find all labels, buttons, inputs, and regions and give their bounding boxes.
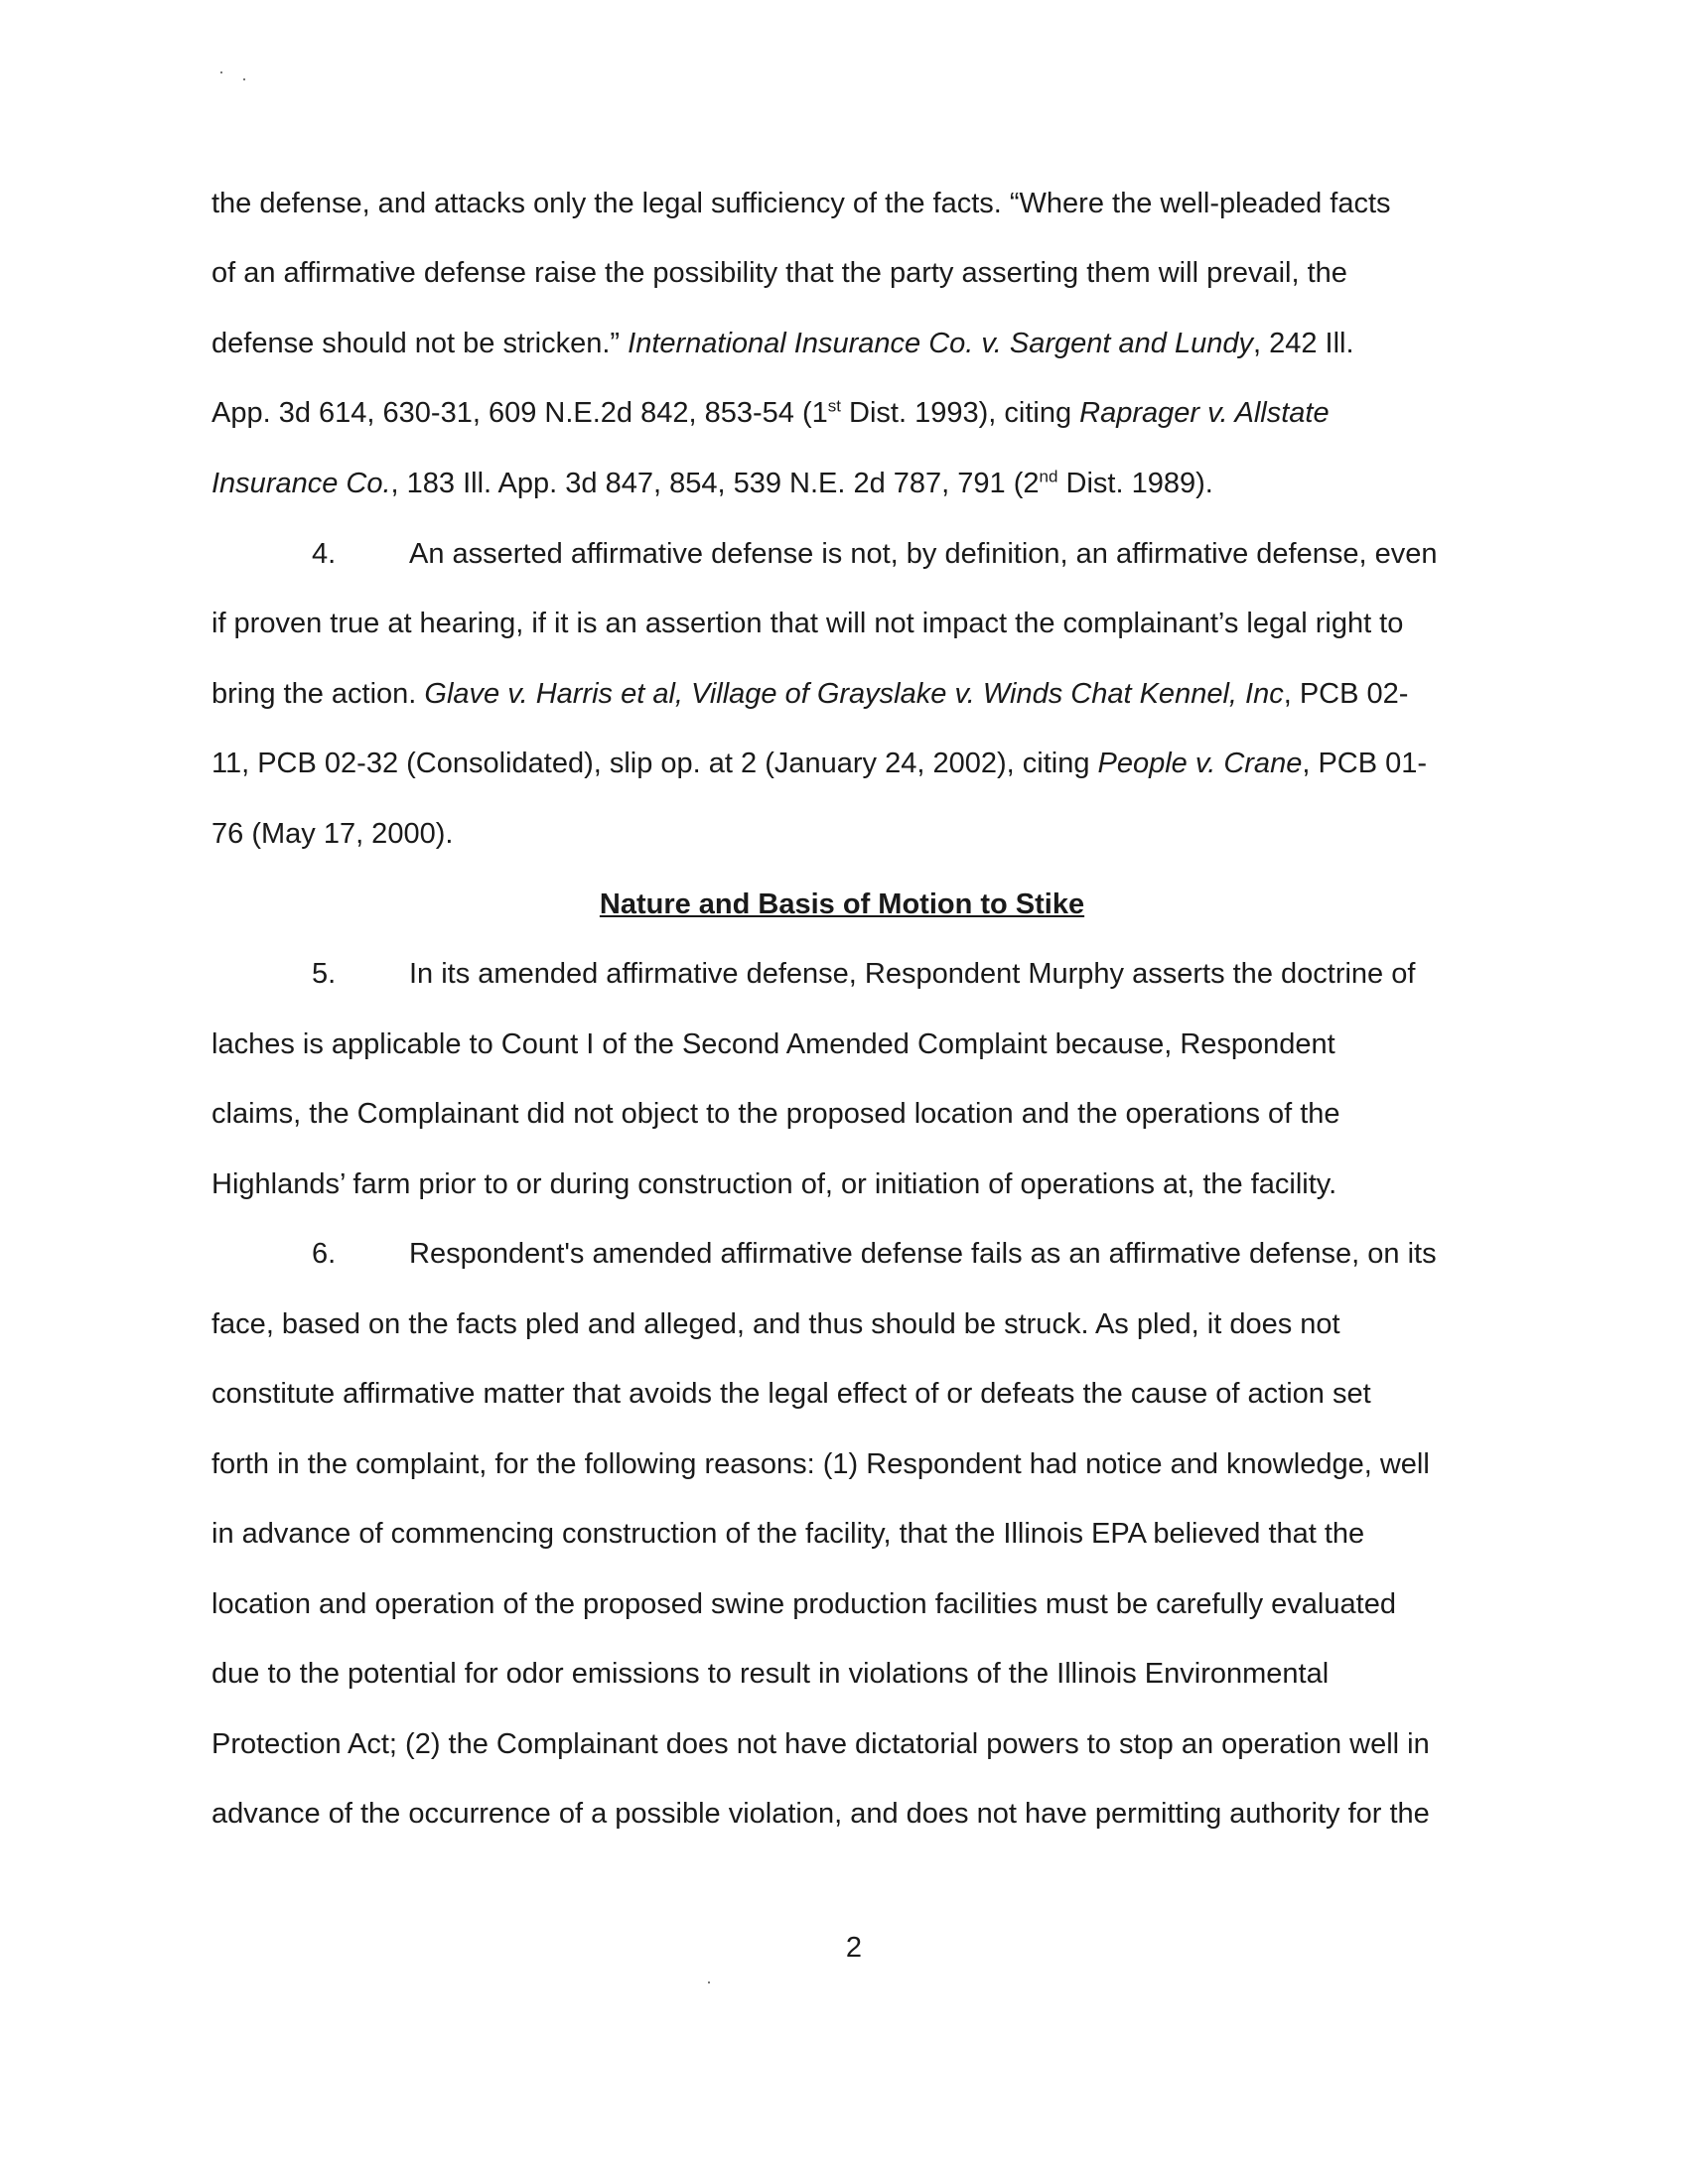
para6-line-8: Protection Act; (2) the Complainant does not have dictatorial powers to stop an operation well in: [211, 1728, 1430, 1760]
ordinal-superscript: nd: [1039, 467, 1058, 486]
para5-line-3: claims, the Complainant did not object to the proposed location and the operations of the: [211, 1098, 1340, 1130]
para3-line-4: [211, 395, 1330, 431]
para5-line-2: laches is applicable to Count I of the Second Amended Complaint because, Respondent: [211, 1028, 1335, 1060]
paragraph-number: 4.: [312, 538, 337, 570]
text-run: , 183 Ill. App. 3d 847, 854, 539 N.E. 2d 787, 791 (2: [390, 468, 1040, 499]
scan-speck: [220, 71, 222, 73]
text-run: bring the action.: [211, 678, 425, 710]
page-number: 2: [845, 1932, 863, 1964]
text-run: , PCB 02-: [1283, 678, 1409, 710]
para6-line-2: face, based on the facts pled and alleged, and thus should be struck. As pled, it does not: [211, 1308, 1340, 1340]
para4-line-1: An asserted affirmative defense is not, by definition, an affirmative defense, even: [409, 538, 1438, 570]
scan-speck: [243, 78, 245, 80]
para6-line-9: advance of the occurrence of a possible violation, and does not have permitting authority for the: [211, 1798, 1430, 1830]
para6-line-7: due to the potential for odor emissions to result in violations of the Illinois Environmental: [211, 1658, 1330, 1690]
section-heading: Nature and Basis of Motion to Stike: [599, 888, 1085, 920]
case-citation: People v. Crane: [1097, 748, 1303, 779]
text-run: , 242 Ill.: [1252, 328, 1354, 359]
para4-line-5: 76 (May 17, 2000).: [211, 818, 454, 850]
case-citation: Raprager v. Allstate: [1079, 397, 1330, 429]
para3-line-2: of an affirmative defense raise the possibility that the party asserting them will prevail, the: [211, 257, 1347, 289]
para4-line-2: if proven true at hearing, if it is an assertion that will not impact the complainant’s legal right to: [211, 608, 1404, 639]
para3-line-3: [211, 326, 1354, 361]
case-citation: International Insurance Co. v. Sargent and Lundy: [628, 328, 1253, 359]
para4-line-3: [211, 676, 1408, 712]
para6-line-3: constitute affirmative matter that avoids the legal effect of or defeats the cause of action set: [211, 1378, 1371, 1410]
para3-line-1: the defense, and attacks only the legal sufficiency of the facts. “Where the well-pleaded facts: [211, 188, 1391, 219]
scan-speck: [708, 1981, 710, 1983]
ordinal-superscript: st: [827, 396, 841, 416]
text-run: Dist. 1993), citing: [840, 397, 1080, 429]
para6-line-4: forth in the complaint, for the following reasons: (1) Respondent had notice and knowledge, well: [211, 1448, 1430, 1480]
text-run: 11, PCB 02-32 (Consolidated), slip op. at 2 (January 24, 2002), citing: [211, 748, 1098, 779]
text-run: defense should not be stricken.”: [211, 328, 629, 359]
text-run: Dist. 1989).: [1057, 468, 1213, 499]
text-run: App. 3d 614, 630-31, 609 N.E.2d 842, 853-54 (1: [211, 397, 828, 429]
para6-line-5: in advance of commencing construction of the facility, that the Illinois EPA believed that the: [211, 1518, 1365, 1550]
paragraph-number: 5.: [312, 958, 337, 990]
case-citation: Glave v. Harris et al, Village of Grayslake v. Winds Chat Kennel, Inc: [424, 678, 1284, 710]
para6-line-1: Respondent's amended affirmative defense fails as an affirmative defense, on its: [409, 1238, 1437, 1270]
case-citation: Insurance Co.: [211, 468, 391, 499]
paragraph-number: 6.: [312, 1238, 337, 1270]
para3-line-5: [211, 466, 1213, 501]
para6-line-6: location and operation of the proposed swine production facilities must be carefully evaluated: [211, 1588, 1396, 1620]
para5-line-1: In its amended affirmative defense, Respondent Murphy asserts the doctrine of: [409, 958, 1416, 990]
text-run: , PCB 01-: [1302, 748, 1428, 779]
para4-line-4: [211, 746, 1427, 781]
para5-line-4: Highlands’ farm prior to or during construction of, or initiation of operations at, the facility.: [211, 1168, 1337, 1200]
